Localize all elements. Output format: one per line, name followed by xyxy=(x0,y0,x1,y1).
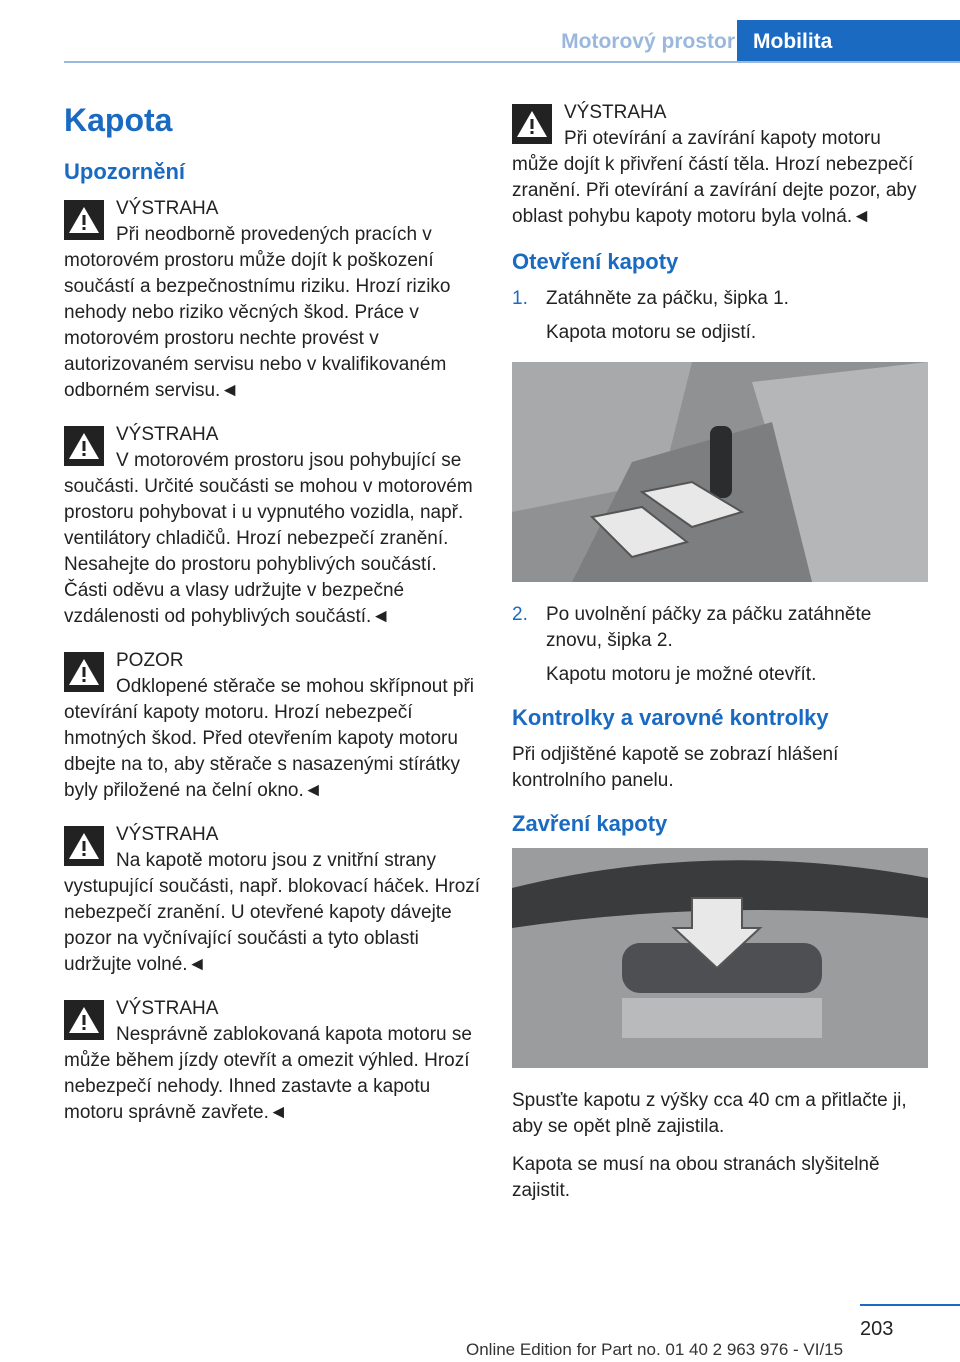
hood-release-lever-image xyxy=(512,362,928,582)
step-text: Zatáhněte za páčku, šipka 1. xyxy=(546,288,789,309)
warning-text: V motorovém prostoru jsou pohybující se součásti. Určité součásti se mohou v motorovém prostoru pohybovat i u vypnutého vozidla, např. ventilátory chladičů. Hrozí nebezpečí zranění. Nesahejte do prostoru pohyblivých součástí. Části oděvu a vlasy udržujte v bezpečné vzdálenosti od pohyblivých součástí.◄ xyxy=(64,450,473,627)
warning-triangle-icon xyxy=(64,426,104,466)
warning-block xyxy=(512,100,930,230)
warning-triangle-icon xyxy=(64,826,104,866)
warning-block xyxy=(64,822,482,978)
page-title: Kapota xyxy=(64,102,173,138)
warning-text: Na kapotě motoru jsou z vnitřní strany vystupující součásti, např. blokovací háček. Hrozí nebezpečí zranění. U otevřené kapoty dávejte pozor na vyčnívající součásti a tyto oblasti udržujte volné.◄ xyxy=(64,850,481,975)
caution-text: Odklopené stěrače se mohou skřípnout při otevírání kapoty motoru. Hrozí nebezpečí hmotných škod. Před otevřením kapoty motoru dbejte na to, aby stěrače s nasazenými stírátky byly přiložené na čelní okno.◄ xyxy=(64,676,475,801)
step-item xyxy=(512,602,930,654)
section-heading-warnings: Upozornění xyxy=(64,159,185,184)
section-heading-indicator-lights: Kontrolky a varovné kontrolky xyxy=(512,705,829,730)
warning-block xyxy=(64,196,482,404)
warning-block xyxy=(64,996,482,1126)
header-rule xyxy=(64,61,960,63)
warning-text: Při neodborně provedených pracích v motorovém prostoru může dojít k poškození součástí a bezpečnostnímu riziku. Hrozí riziko nehody nebo riziko věcných škod. Práce v motorovém prostoru nechte provést v autorizovaném servisu nebo v kvalifikovaném odborném servisu.◄ xyxy=(64,224,451,401)
warning-block xyxy=(64,422,482,630)
step-number: 1. xyxy=(512,288,528,309)
edition-footer: Online Edition for Part no. 01 40 2 963 976 - VI/15 xyxy=(466,1340,844,1359)
page-number: 203 xyxy=(860,1318,894,1340)
closing-hood-image xyxy=(512,848,928,1068)
step-number: 2. xyxy=(512,604,528,625)
warning-triangle-icon xyxy=(512,104,552,144)
warning-text: Nesprávně zablokovaná kapota motoru se může během jízdy otevřít a omezit výhled. Hrozí nebezpečí nehody. Ihned zastavte a kapotu motoru správně zavřete.◄ xyxy=(64,1024,472,1123)
warning-label: VÝSTRAHA xyxy=(116,824,219,845)
active-tab[interactable]: Mobilita xyxy=(737,20,960,61)
closing-instruction: Kapota se musí na obou stranách slyšitelně zajistit. xyxy=(512,1154,880,1201)
warning-label: VÝSTRAHA xyxy=(564,102,667,123)
step-result: Kapotu motoru je možné otevřít. xyxy=(546,664,817,685)
caution-block xyxy=(64,648,482,804)
step-item xyxy=(512,286,930,312)
footer-rule xyxy=(860,1304,960,1306)
right-column xyxy=(512,100,930,1216)
caution-label: POZOR xyxy=(116,650,184,671)
warning-triangle-icon xyxy=(64,652,104,692)
step-result: Kapota motoru se odjistí. xyxy=(546,322,757,343)
warning-label: VÝSTRAHA xyxy=(116,998,219,1019)
section-heading-close-hood: Zavření kapoty xyxy=(512,811,668,836)
warning-label: VÝSTRAHA xyxy=(116,198,219,219)
indicator-lights-text: Při odjištěné kapotě se zobrazí hlášení kontrolního panelu. xyxy=(512,744,839,791)
warning-label: VÝSTRAHA xyxy=(116,424,219,445)
closing-instruction: Spusťte kapotu z výšky cca 40 cm a přitlačte ji, aby se opět plně zajistila. xyxy=(512,1090,907,1137)
section-heading-open-hood: Otevření kapoty xyxy=(512,249,679,274)
left-column xyxy=(64,100,482,1144)
section-tab[interactable]: Motorový prostor xyxy=(561,30,735,53)
warning-triangle-icon xyxy=(64,200,104,240)
warning-triangle-icon xyxy=(64,1000,104,1040)
warning-text: Při otevírání a zavírání kapoty motoru může dojít k přivření částí těla. Hrozí nebezpečí zranění. Při otevírání a zavírání dejte pozor, aby oblast pohybu kapoty motoru byla volná.◄ xyxy=(512,128,917,227)
step-text: Po uvolnění páčky za páčku zatáhněte znovu, šipka 2. xyxy=(546,604,872,651)
